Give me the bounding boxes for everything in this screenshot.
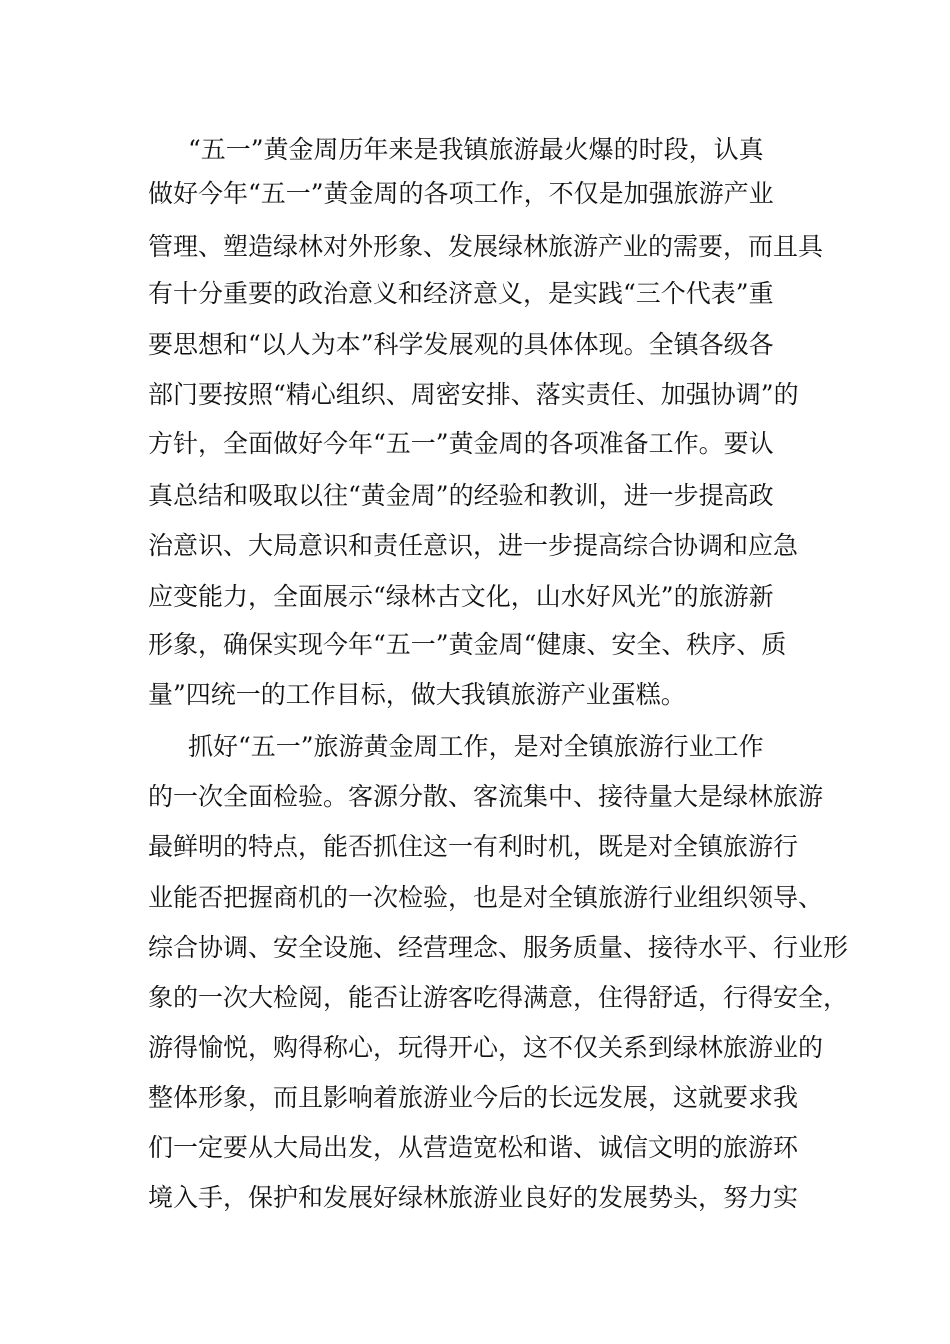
paragraph-1-line-4: 有十分重要的政治意义和经济意义，是实践“三个代表”重: [148, 279, 774, 308]
paragraph-2-line-10: 境入手，保护和发展好绿林旅游业良好的发展势头，努力实: [148, 1183, 799, 1212]
paragraph-2-line-8: 整体形象，而且影响着旅游业今后的长远发展，这就要求我: [148, 1083, 799, 1112]
paragraph-1-line-10: 应变能力，全面展示“绿林古文化，山水好风光”的旅游新: [148, 582, 774, 611]
paragraph-2-line-4: 业能否把握商机的一次检验，也是对全镇旅游行业组织领导、: [148, 883, 824, 912]
paragraph-2-line-1: 抓好“五一”旅游黄金周工作，是对全镇旅游行业工作: [188, 732, 764, 761]
paragraph-1-line-3: 管理、塑造绿林对外形象、发展绿林旅游产业的需要，而且具: [148, 232, 824, 261]
paragraph-2-line-9: 们一定要从大局出发，从营造宽松和谐、诚信文明的旅游环: [148, 1133, 799, 1162]
paragraph-1-line-2: 做好今年“五一”黄金周的各项工作，不仅是加强旅游产业: [148, 179, 774, 208]
paragraph-2-line-3: 最鲜明的特点，能否抓住这一有利时机，既是对全镇旅游行: [148, 832, 799, 861]
paragraph-1-line-12: 量”四统一的工作目标，做大我镇旅游产业蛋糕。: [148, 680, 686, 709]
paragraph-1-line-9: 治意识、大局意识和责任意识，进一步提高综合协调和应急: [148, 531, 799, 560]
paragraph-2-line-7: 游得愉悦，购得称心，玩得开心，这不仅关系到绿林旅游业的: [148, 1033, 824, 1062]
paragraph-1-line-5: 要思想和“以人为本”科学发展观的具体体现。全镇各级各: [148, 330, 774, 359]
paragraph-2-line-2: 的一次全面检验。客源分散、客流集中、接待量大是绿林旅游: [148, 782, 824, 811]
paragraph-1-line-8: 真总结和吸取以往“黄金周”的经验和教训，进一步提高政: [148, 481, 774, 510]
paragraph-1-line-1: “五一”黄金周历年来是我镇旅游最火爆的时段，认真: [188, 135, 764, 164]
paragraph-2-line-6: 象的一次大检阅，能否让游客吃得满意，住得舒适，行得安全，: [148, 983, 849, 1012]
paragraph-1-line-11: 形象，确保实现今年“五一”黄金周“健康、安全、秩序、质: [148, 630, 787, 659]
paragraph-1-line-7: 方针，全面做好今年“五一”黄金周的各项准备工作。要认: [148, 429, 774, 458]
paragraph-1-line-6: 部门要按照“精心组织、周密安排、落实责任、加强协调”的: [148, 380, 799, 409]
paragraph-2-line-5: 综合协调、安全设施、经营理念、服务质量、接待水平、行业形: [148, 933, 849, 962]
